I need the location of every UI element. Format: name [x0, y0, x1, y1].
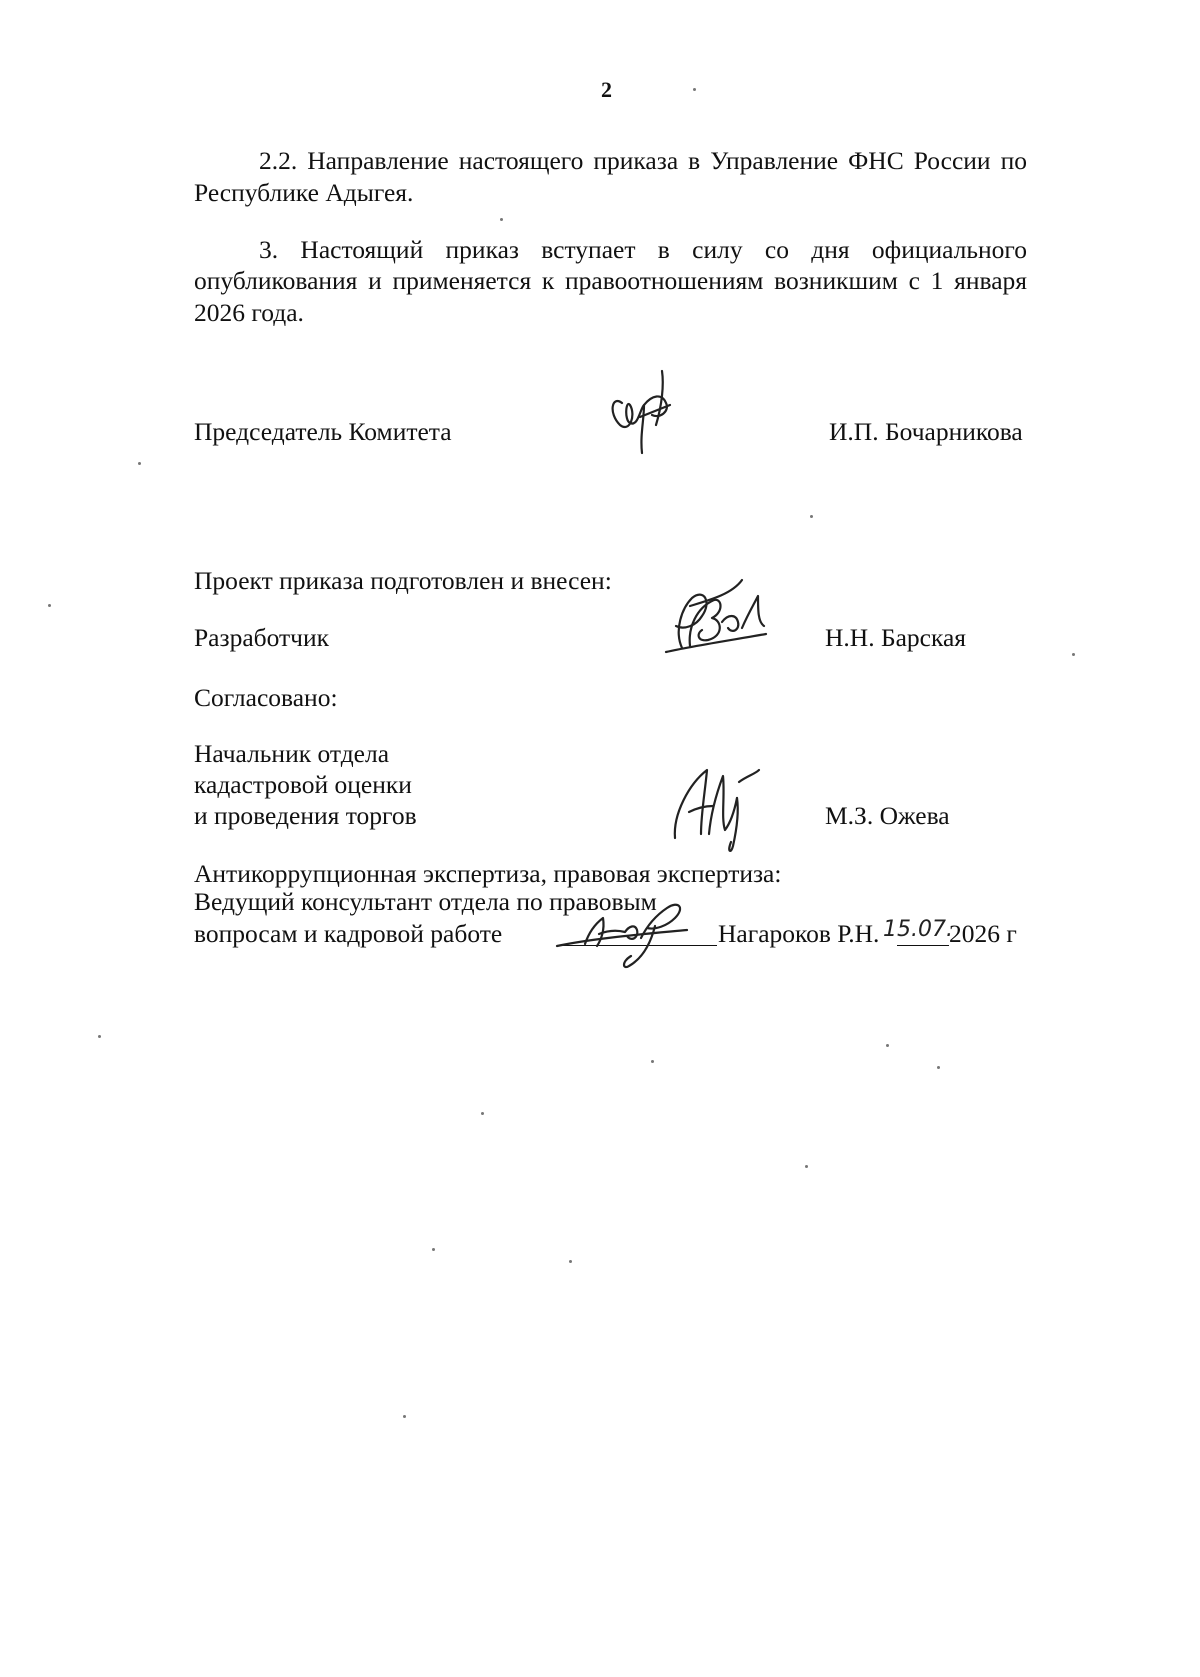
scan-speck — [810, 515, 813, 518]
developer-signature — [662, 578, 787, 660]
chairman-signature — [600, 365, 690, 460]
scan-speck — [886, 1044, 889, 1047]
date-underline — [897, 945, 949, 946]
chairman-title: Председатель Комитета — [194, 417, 452, 446]
agreed-label: Согласовано: — [194, 683, 338, 712]
head-signature — [665, 752, 765, 862]
scan-speck — [651, 1060, 654, 1063]
head-title-line-1: Начальник отдела — [194, 739, 390, 768]
consultant-title-line-1: Ведущий консультант отдела по правовым — [194, 887, 657, 916]
scan-speck — [48, 604, 51, 607]
scan-speck — [98, 1035, 101, 1038]
consultant-signature — [555, 886, 715, 974]
paragraph-3-line-3: 2026 года. — [194, 298, 304, 327]
consultant-title-line-2: вопросам и кадровой работе — [194, 919, 503, 948]
scan-speck — [138, 462, 141, 465]
expertise-label: Антикоррупционная экспертиза, правовая экспертиза: — [194, 859, 782, 888]
date-year: 2026 г — [949, 919, 1017, 948]
paragraph-3-line-1: 3. Настоящий приказ вступает в силу со дня официального — [259, 235, 1027, 264]
developer-title: Разработчик — [194, 623, 330, 652]
scan-speck — [569, 1260, 572, 1263]
scan-speck — [481, 1112, 484, 1115]
head-name: М.З. Ожева — [825, 801, 950, 830]
paragraph-2-2-line-2: Республике Адыгея. — [194, 178, 414, 207]
scan-speck — [500, 218, 503, 221]
scan-speck — [805, 1165, 808, 1168]
scan-speck — [403, 1415, 406, 1418]
paragraph-2-2-line-1: 2.2. Направление настоящего приказа в Управление ФНС России по — [259, 146, 1027, 175]
head-title-line-2: кадастровой оценки — [194, 770, 412, 799]
developer-name: Н.Н. Барская — [825, 623, 967, 652]
consultant-name: Нагароков Р.Н. — [718, 919, 880, 948]
scan-speck — [693, 88, 696, 91]
page-number: 2 — [601, 77, 612, 102]
draft-prepared-label: Проект приказа подготовлен и внесен: — [194, 566, 612, 595]
head-title-line-3: и проведения торгов — [194, 801, 417, 830]
scan-speck — [937, 1066, 940, 1069]
scan-speck — [432, 1248, 435, 1251]
scan-speck — [1072, 653, 1075, 656]
paragraph-3-line-2: опубликования и применяется к правоотношениям возникшим с 1 января — [194, 266, 1027, 295]
handwritten-date: 15.07. — [883, 917, 953, 942]
chairman-name: И.П. Бочарникова — [829, 417, 1023, 446]
